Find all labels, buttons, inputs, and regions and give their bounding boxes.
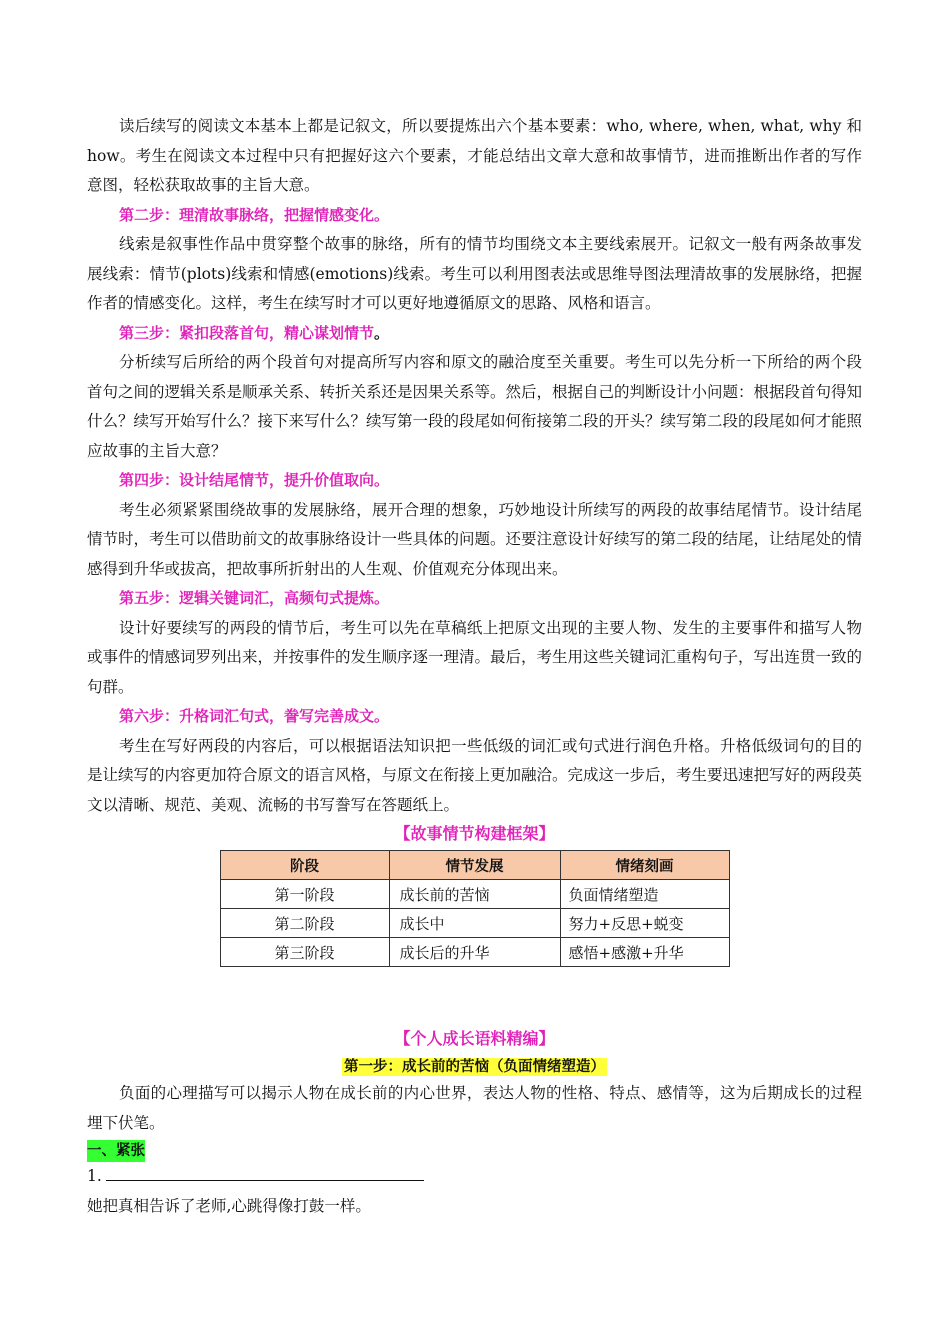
table-cell: 第二阶段 (220, 909, 389, 938)
paragraph-step-2: 线索是叙事性作品中贯穿整个故事的脉络，所有的情节均围绕文本主要线索展开。记叙文一般有两条故事发展线索：情节(plots)线索和情感(emotions)线索。考生可以利用图表法或思维导图法理清故事的发展脉络，把握作者的情感变化。这样，考生在续写时才可以更好地遵循原文的思路、风格和语言。 (87, 235, 862, 312)
table-header-row (220, 851, 729, 880)
paragraph-intro: 读后续写的阅读文本基本上都是记叙文，所以要提炼出六个基本要素：who, where, when, what, why 和how。考生在阅读文本过程中只有把握好这六个要素，才能总结出文章大意和故事情节，进而推断出作者的写作意图，轻松获取故事的主旨大意。 (87, 117, 862, 194)
document-page (87, 112, 862, 1221)
table-header-cell: 情节发展 (389, 851, 560, 880)
step-6-heading: 第六步：升格词汇句式，誊写完善成文。 (119, 707, 390, 725)
corpus-title: 【个人成长语料精编】 (394, 1029, 555, 1048)
exercise-prompt-1: 她把真相告诉了老师,心跳得像打鼓一样。 (87, 1196, 371, 1215)
table-header-cell: 情绪刻画 (560, 851, 729, 880)
table-row (220, 880, 729, 909)
table-cell: 第三阶段 (220, 938, 389, 967)
table-cell: 成长后的升华 (389, 938, 560, 967)
table-row (220, 938, 729, 967)
exercise-item-1 (87, 1162, 862, 1192)
paragraph-step-3: 分析续写后所给的两个段首句对提高所写内容和原文的融洽度至关重要。考生可以先分析一下所给的两个段首句之间的逻辑关系是顺承关系、转折关系还是因果关系等。然后，根据自己的判断设计小问题：根据段首句得知什么？续写开始写什么？接下来写什么？续写第一段的段尾如何衔接第二段的开头？续写第二段的段尾如何才能照应故事的主旨大意？ (87, 353, 863, 460)
paragraph-step-5: 设计好要续写的两段的情节后，考生可以先在草稿纸上把原文出现的主要人物、发生的主要事件和描写人物或事件的情感词罗列出来，并按事件的发生顺序逐一理清。最后，考生用这些关键词汇重构句子，写出连贯一致的句群。 (87, 618, 863, 696)
exercise-number: 1. (87, 1167, 102, 1185)
step-5-heading: 第五步：逻辑关键词汇，高频句式提炼。 (119, 589, 390, 607)
corpus-step-1-text: 第一步：成长前的苦恼（负面情绪塑造） (344, 1059, 605, 1075)
table-row (220, 909, 729, 938)
step-3-heading-text: 第三步：紧扣段落首句，精心谋划情节 (119, 323, 375, 342)
paragraph-step-4: 考生必须紧紧围绕故事的发展脉络，展开合理的想象，巧妙地设计所续写的两段的故事结尾情节。设计结尾情节时，考生可以借助前文的故事脉络设计一些具体的问题。还要注意设计好续写的第二段的结尾，让结尾处的情感得到升华或拔高，把故事所折射出的人生观、价值观充分体现出来。 (87, 500, 863, 578)
section-spacer (87, 967, 862, 1025)
answer-blank[interactable] (106, 1162, 424, 1181)
section-heading-nervous: 一、紧张 (87, 1140, 145, 1162)
corpus-intro-paragraph: 负面的心理描写可以揭示人物在成长前的内心世界，表达人物的性格、特点、感情等，这为后期成长的过程埋下伏笔。 (87, 1084, 862, 1132)
table-header-cell: 阶段 (220, 851, 389, 880)
step-3-heading-tail: 。 (374, 323, 390, 342)
step-2-heading: 第二步：理清故事脉络，把握情感变化。 (119, 205, 390, 224)
table-cell: 努力+反思+蜕变 (560, 909, 729, 938)
table-cell: 第一阶段 (220, 880, 389, 909)
step-4-heading: 第四步：设计结尾情节，提升价值取向。 (119, 471, 390, 489)
framework-title: 【故事情节构建框架】 (394, 824, 555, 843)
table-cell: 感悟+感激+升华 (560, 938, 729, 967)
corpus-step-1-heading (87, 1055, 862, 1079)
framework-table (220, 850, 730, 967)
table-cell: 成长前的苦恼 (389, 880, 560, 909)
table-cell: 负面情绪塑造 (560, 880, 729, 909)
paragraph-step-6: 考生在写好两段的内容后，可以根据语法知识把一些低级的词汇或句式进行润色升格。升格低级词句的目的是让续写的内容更加符合原文的语言风格，与原文在衔接上更加融洽。完成这一步后，考生要迅速把写好的两段英文以清晰、规范、美观、流畅的书写誊写在答题纸上。 (87, 736, 863, 814)
step-3-heading (87, 319, 862, 349)
table-cell: 成长中 (389, 909, 560, 938)
